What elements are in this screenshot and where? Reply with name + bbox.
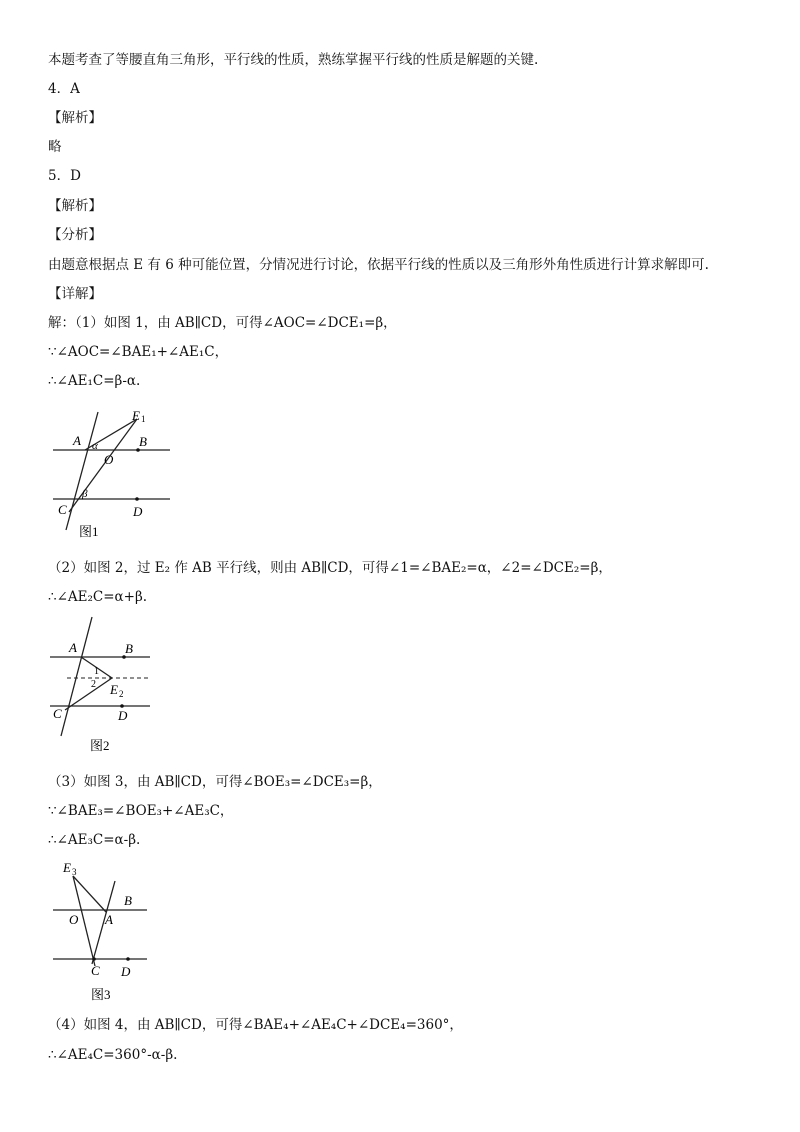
fig2-label-a: A: [69, 640, 77, 655]
fig3-caption: 图3: [91, 987, 111, 1002]
question-5-xiangjie-heading: 【详解】: [48, 286, 102, 302]
fig1-label-e: E: [132, 408, 140, 423]
fig2-label-e-sub: 2: [119, 689, 124, 699]
question-5-fenxi-heading: 【分析】: [48, 227, 102, 243]
figure-3: [45, 856, 165, 1006]
fig3-label-a: A: [105, 912, 113, 927]
case-3-line-3: ∴∠AE₃C=α-β.: [48, 832, 141, 848]
fig1-label-b: B: [139, 434, 147, 449]
fig1-label-a: A: [73, 433, 81, 448]
case-3-line-2: ∵∠BAE₃=∠BOE₃+∠AE₃C，: [48, 803, 234, 819]
case-4-line-1: （4）如图 4，由 AB∥CD，可得∠BAE₄+∠AE₄C+∠DCE₄=360°，: [48, 1017, 463, 1033]
case-1-line-1: 解：（1）如图 1，由 AB∥CD，可得∠AOC=∠DCE₁=β，: [48, 315, 397, 331]
fig1-label-d: D: [133, 504, 143, 519]
fig1-label-c: C: [58, 502, 67, 517]
fig2-caption: 图2: [90, 738, 110, 753]
summary-text: 本题考查了等腰直角三角形，平行线的性质，熟练掌握平行线的性质是解题的关键.: [48, 52, 539, 68]
question-4-jiexi-heading: 【解析】: [48, 110, 102, 126]
fig2-label-e: E: [110, 682, 118, 697]
fig3-label-c: C: [91, 963, 100, 978]
fig2-label-angle-1: 1: [94, 666, 99, 677]
fig2-label-c: C: [53, 706, 62, 721]
fig1-caption: 图1: [79, 524, 99, 539]
case-3-line-1: （3）如图 3，由 AB∥CD，可得∠BOE₃=∠DCE₃=β，: [48, 774, 382, 790]
fig3-label-b: B: [124, 893, 132, 908]
fig3-label-d: D: [121, 964, 131, 979]
fig3-label-e-sub: 3: [72, 867, 77, 877]
fig1-label-beta: β: [82, 488, 88, 500]
fig1-label-e-sub: 1: [141, 414, 146, 424]
question-5-answer: 5．D: [48, 168, 81, 184]
case-1-line-2: ∵∠AOC=∠BAE₁+∠AE₁C，: [48, 344, 229, 360]
fig3-label-o: O: [69, 912, 79, 927]
case-2-line-1: （2）如图 2，过 E₂ 作 AB 平行线，则由 AB∥CD，可得∠1=∠BAE₂=α，∠2=∠DCE₂=β，: [48, 560, 612, 576]
fig2-label-b: B: [125, 641, 133, 656]
figure-1: [45, 408, 185, 543]
fig3-label-e: E: [63, 860, 71, 875]
fig2-label-angle-2: 2: [91, 679, 96, 690]
figure-2: [45, 612, 165, 757]
case-2-line-2: ∴∠AE₂C=α+β.: [48, 589, 148, 605]
question-4-answer: 4．A: [48, 81, 80, 97]
fig1-label-alpha: α: [92, 440, 98, 452]
question-4-lue: 略: [48, 139, 62, 155]
question-5-analysis: 由题意根据点 E 有 6 种可能位置，分情况进行讨论，依据平行线的性质以及三角形外角性质进行计算求解即可.: [48, 257, 709, 273]
case-4-line-2: ∴∠AE₄C=360°-α-β.: [48, 1047, 178, 1063]
fig2-label-d: D: [118, 708, 128, 723]
fig1-label-o: O: [104, 452, 114, 467]
case-1-line-3: ∴∠AE₁C=β-α.: [48, 373, 141, 389]
question-5-jiexi-heading: 【解析】: [48, 198, 102, 214]
